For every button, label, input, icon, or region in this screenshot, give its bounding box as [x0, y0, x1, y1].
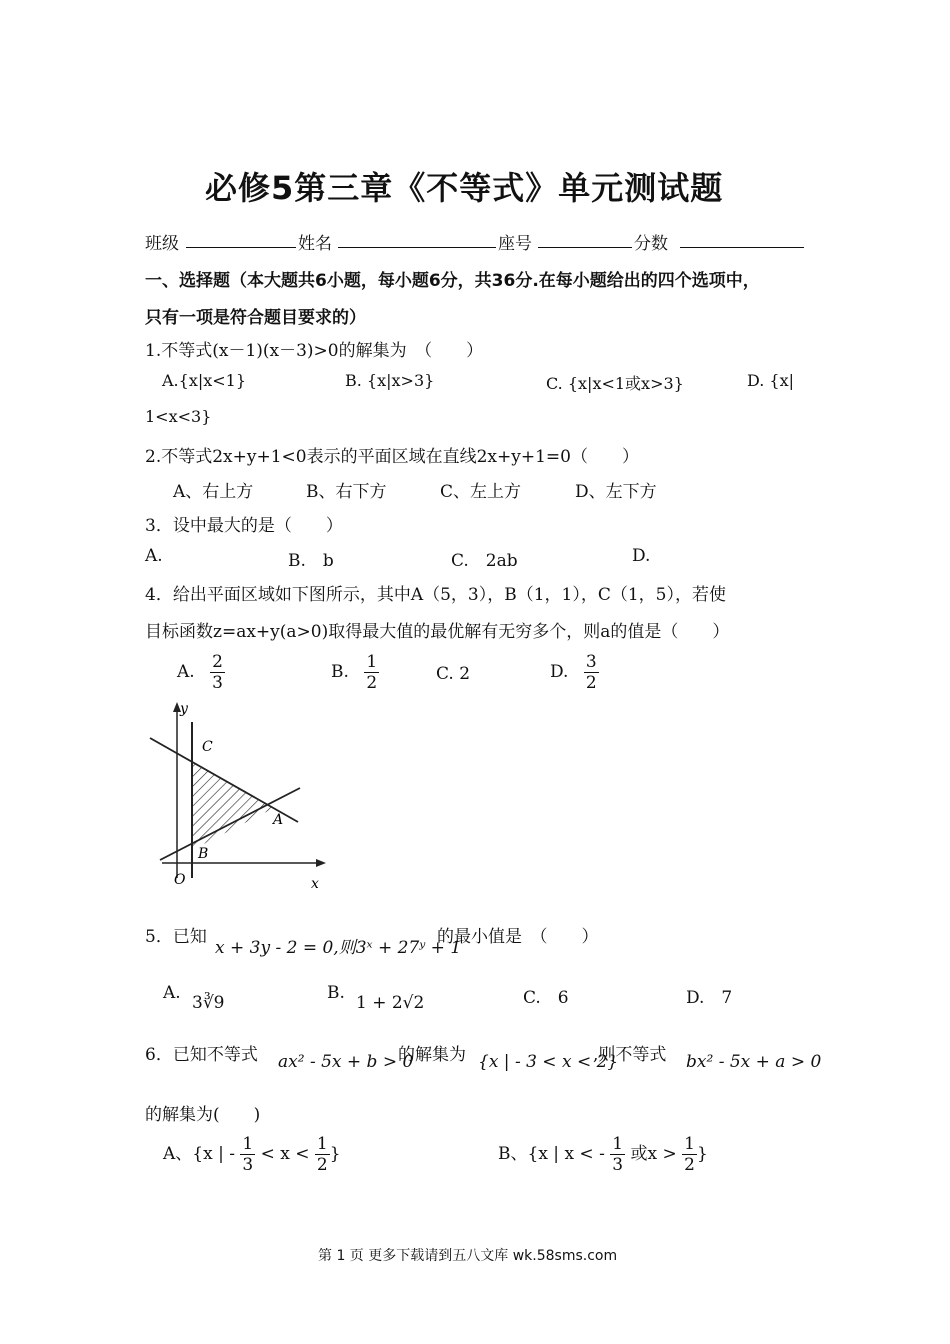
q6-a-frac1: [240, 1134, 255, 1175]
q2-stem: 2.不等式2x+y+1<0表示的平面区域在直线2x+y+1=0（ ）: [145, 447, 639, 467]
q6-a-mid: < x <: [260, 1144, 310, 1164]
q4-option-b: [331, 652, 379, 693]
q6-a-frac2: [315, 1134, 330, 1175]
name-blank[interactable]: [338, 229, 496, 248]
q6-b-post: }: [696, 1144, 708, 1164]
q2-option-d: D、左下方: [575, 482, 657, 502]
q1-option-d-cont: 1<x<3}: [145, 407, 212, 426]
q4-b-den: 2: [366, 673, 378, 693]
q6-b-frac1: [610, 1134, 625, 1175]
q6-option-a: [163, 1134, 341, 1175]
q6-a-post: }: [329, 1144, 341, 1164]
q6-mid: 的解集为: [398, 1045, 466, 1065]
q5-suffix: 的最小值是 （ ）: [437, 927, 599, 947]
feasible-region-figure: [140, 700, 340, 895]
q6-b-num2: 1: [684, 1134, 695, 1154]
q5-option-b-value: 1 + 2√2: [356, 993, 425, 1013]
q4-d-den: 2: [585, 673, 597, 693]
q6-prefix: 6．已知不等式: [145, 1045, 258, 1065]
q4-a-label: A.: [177, 662, 195, 682]
q6-a-den1: 3: [242, 1155, 254, 1175]
x-axis-label: x: [311, 876, 319, 892]
q3-option-b: B. b: [288, 551, 334, 571]
q6-solution-set: {x | - 3 < x < 2}: [478, 1052, 619, 1072]
q3-option-a: A.: [145, 546, 163, 566]
q4-a-num: 2: [212, 652, 223, 672]
section-heading-line1: 一、选择题（本大题共6小题，每小题6分，共36分.在每小题给出的四个选项中，: [145, 271, 760, 291]
seat-blank[interactable]: [538, 229, 632, 248]
q6-a-num1: 1: [242, 1134, 254, 1154]
q4-b-num: 1: [366, 652, 378, 672]
y-axis-label: y: [180, 701, 188, 717]
q4-b-label: B.: [331, 662, 349, 682]
q4-d-num: 3: [585, 652, 597, 672]
q4-option-c: C. 2: [436, 664, 471, 684]
q6-b-num1: 1: [612, 1134, 624, 1154]
point-b-label: B: [198, 846, 209, 862]
q6-mid2: ,则不等式: [593, 1045, 667, 1065]
q4-stem-line1: 4．给出平面区域如下图所示，其中A（5，3），B（1，1），C（1，5），若使: [145, 585, 726, 605]
q6-b-pre: {x | x < -: [527, 1144, 605, 1164]
q6-b-mid: 或x >: [630, 1144, 677, 1164]
section-heading-line2: 只有一项是符合题目要求的）: [145, 308, 366, 328]
name-label: 姓名: [298, 234, 332, 254]
q4-stem-line2: 目标函数z=ax+y(a>0)取得最大值的最优解有无穷多个，则a的值是（ ）: [145, 622, 730, 642]
q1-option-c: C. {x|x<1或x>3}: [546, 374, 684, 393]
q4-b-fraction: [364, 652, 379, 693]
q4-d-fraction: [584, 652, 599, 693]
q6-a-label: A、: [163, 1144, 193, 1164]
q2-option-a: A、右上方: [173, 482, 254, 502]
point-c-label: C: [202, 739, 213, 755]
q5-option-d: D. 7: [686, 988, 733, 1008]
q1-option-a: A.{x|x<1}: [162, 371, 247, 390]
q3-option-d: D.: [632, 546, 651, 566]
q4-a-fraction: [210, 652, 225, 693]
q3-stem: 3．设中最大的是（ ）: [145, 516, 343, 536]
q2-option-b: B、右下方: [306, 482, 387, 502]
q6-b-den1: 3: [612, 1155, 624, 1175]
page-footer: 第 1 页 更多下载请到五八文库 wk.58sms.com: [318, 1248, 618, 1264]
x-axis-arrow-icon: [316, 859, 326, 867]
q5-option-c: C. 6: [523, 988, 569, 1008]
q6-option-b: [498, 1134, 708, 1175]
point-a-label: A: [273, 812, 284, 828]
class-blank[interactable]: [186, 229, 296, 248]
q4-option-d: [550, 652, 599, 693]
q3-option-c: C. 2ab: [451, 551, 518, 571]
q5-formula: x + 3y - 2 = 0,则3ˣ + 27ʸ + 1: [215, 938, 462, 958]
q2-option-c: C、左上方: [440, 482, 522, 502]
class-label: 班级: [145, 234, 179, 254]
q4-d-label: D.: [550, 662, 569, 682]
q1-option-b: B. {x|x>3}: [345, 371, 435, 390]
q4-a-den: 3: [212, 673, 223, 693]
q5-option-b-label: B.: [327, 983, 345, 1003]
q5-option-a-value: 3∛9: [192, 993, 225, 1013]
q6-a-pre: {x | -: [192, 1144, 235, 1164]
seat-label: 座号: [498, 234, 532, 254]
page-title: 必修5第三章《不等式》单元测试题: [205, 169, 724, 207]
q6-tail: 的解集为( ): [145, 1105, 261, 1125]
q1-option-d: D. {x|: [747, 371, 795, 390]
q4-option-a: [177, 652, 225, 693]
q1-stem: 1.不等式(x－1)(x－3)>0的解集为 （ ）: [145, 341, 484, 361]
q6-a-num2: 1: [316, 1134, 328, 1154]
q6-b-den2: 2: [684, 1155, 695, 1175]
score-label: 分数: [634, 234, 668, 254]
q5-option-a-label: A.: [163, 983, 181, 1003]
score-blank[interactable]: [680, 229, 804, 248]
q6-b-frac2: [682, 1134, 697, 1175]
origin-label: O: [174, 872, 186, 888]
q5-prefix: 5．已知: [145, 927, 207, 947]
q6-b-label: B、: [498, 1144, 528, 1164]
q6-inequality-2: bx² - 5x + a > 0: [686, 1052, 822, 1072]
q6-a-den2: 2: [316, 1155, 328, 1175]
q6-inequality-1: ax² - 5x + b > 0: [278, 1052, 414, 1072]
